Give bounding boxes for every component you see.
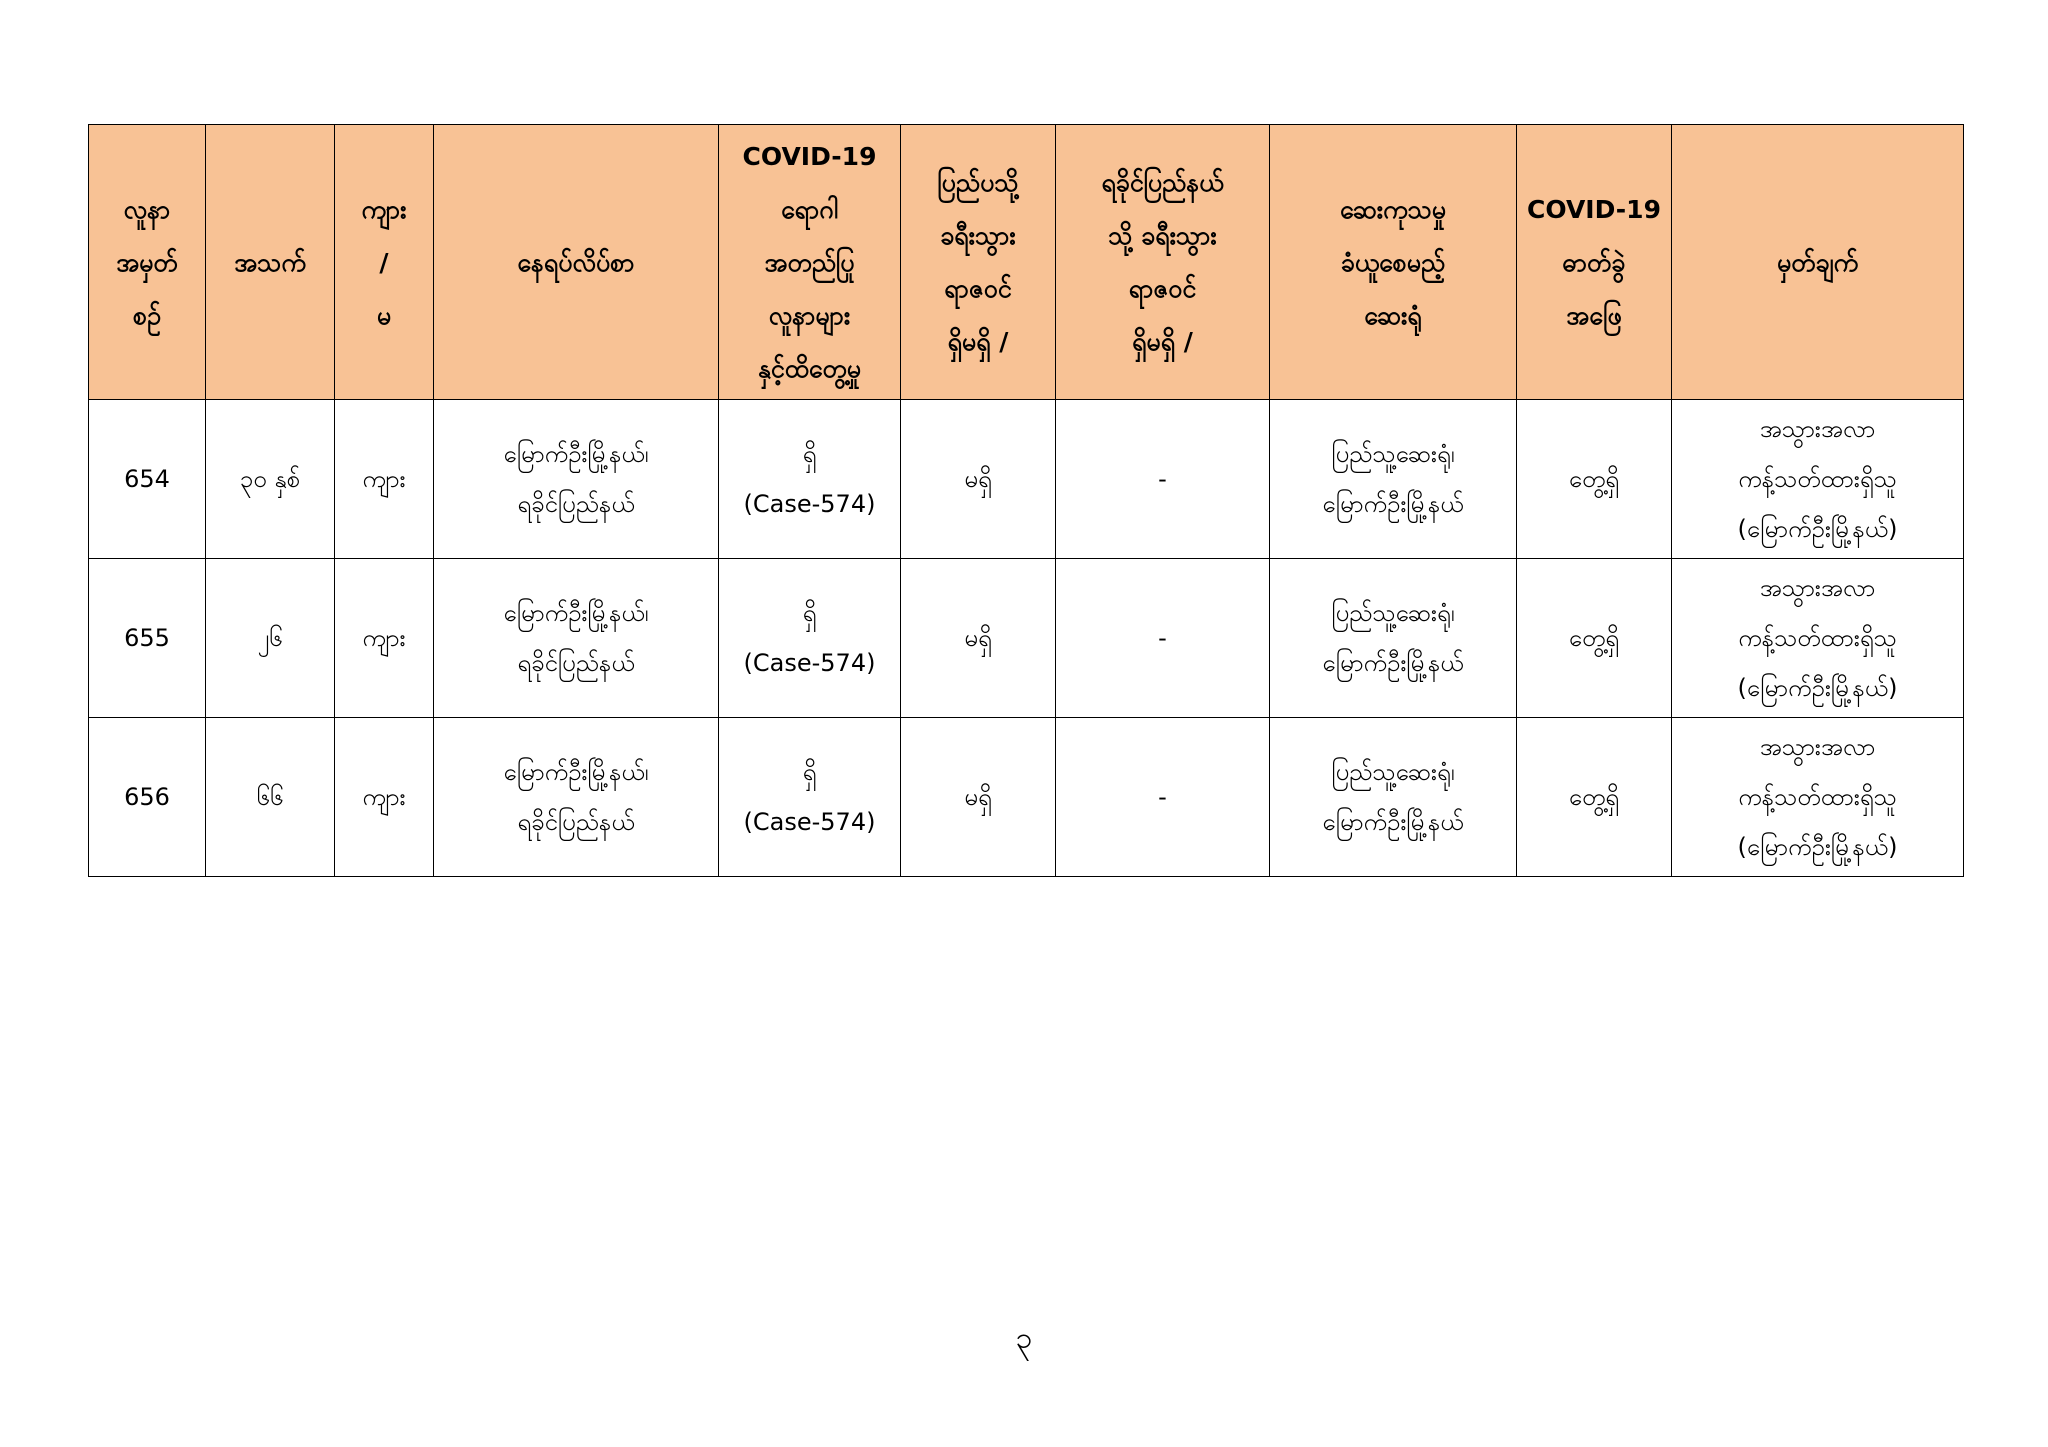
header-address: နေရပ်လိပ်စာ [434,125,719,400]
cell-patient-no: 654 [89,400,206,559]
cell-age: ၆၆ [206,718,335,877]
header-patient-no: လူနာ အမှတ် စဉ် [89,125,206,400]
cell-remarks: အသွားအလာ ကန့်သတ်ထားရှိသူ (မြောက်ဦးမြို့နယ်) [1672,400,1964,559]
cell-contact: ရှိ (Case-574) [719,559,901,718]
header-hospital: ဆေးကုသမှု ခံယူစေမည့် ဆေးရုံ [1270,125,1517,400]
cell-hospital: ပြည်သူ့ဆေးရုံ၊ မြောက်ဦးမြို့နယ် [1270,718,1517,877]
cell-remarks: အသွားအလာ ကန့်သတ်ထားရှိသူ (မြောက်ဦးမြို့နယ်) [1672,718,1964,877]
cell-patient-no: 656 [89,718,206,877]
cell-address: မြောက်ဦးမြို့နယ်၊ ရခိုင်ပြည်နယ် [434,400,719,559]
cell-address: မြောက်ဦးမြို့နယ်၊ ရခိုင်ပြည်နယ် [434,718,719,877]
table-row [89,400,1964,559]
cell-age: ၂၆ [206,559,335,718]
cell-address: မြောက်ဦးမြို့နယ်၊ ရခိုင်ပြည်နယ် [434,559,719,718]
header-lab-result: COVID-19 ဓာတ်ခွဲ အဖြေ [1517,125,1672,400]
cell-age: ၃၀ နှစ် [206,400,335,559]
header-rakhine-travel: ရခိုင်ပြည်နယ် သို့ ခရီးသွား ရာဇဝင် ရှိမရှိ / [1056,125,1270,400]
page-number: ၃ [1015,1321,1033,1356]
header-age: အသက် [206,125,335,400]
cell-sex: ကျား [335,559,434,718]
cell-rakhine-travel: - [1056,718,1270,877]
table-row [89,718,1964,877]
cell-lab-result: တွေ့ရှိ [1517,718,1672,877]
cell-contact: ရှိ (Case-574) [719,718,901,877]
header-contact: COVID-19 ရောဂါ အတည်ပြု လူနာများ နှင့်ထိတွေ့မှု [719,125,901,400]
cell-foreign-travel: မရှိ [901,400,1056,559]
cell-foreign-travel: မရှိ [901,559,1056,718]
cell-hospital: ပြည်သူ့ဆေးရုံ၊ မြောက်ဦးမြို့နယ် [1270,559,1517,718]
header-sex: ကျား / မ [335,125,434,400]
header-remarks: မှတ်ချက် [1672,125,1964,400]
header-row [89,125,1964,400]
cell-contact: ရှိ (Case-574) [719,400,901,559]
cell-hospital: ပြည်သူ့ဆေးရုံ၊ မြောက်ဦးမြို့နယ် [1270,400,1517,559]
cell-remarks: အသွားအလာ ကန့်သတ်ထားရှိသူ (မြောက်ဦးမြို့နယ်) [1672,559,1964,718]
cell-patient-no: 655 [89,559,206,718]
header-foreign-travel: ပြည်ပသို့ ခရီးသွား ရာဇဝင် ရှိမရှိ / [901,125,1056,400]
cell-lab-result: တွေ့ရှိ [1517,559,1672,718]
cell-foreign-travel: မရှိ [901,718,1056,877]
cell-lab-result: တွေ့ရှိ [1517,400,1672,559]
table-row [89,559,1964,718]
cell-rakhine-travel: - [1056,400,1270,559]
cell-sex: ကျား [335,400,434,559]
cell-sex: ကျား [335,718,434,877]
case-table [88,124,1964,877]
cell-rakhine-travel: - [1056,559,1270,718]
